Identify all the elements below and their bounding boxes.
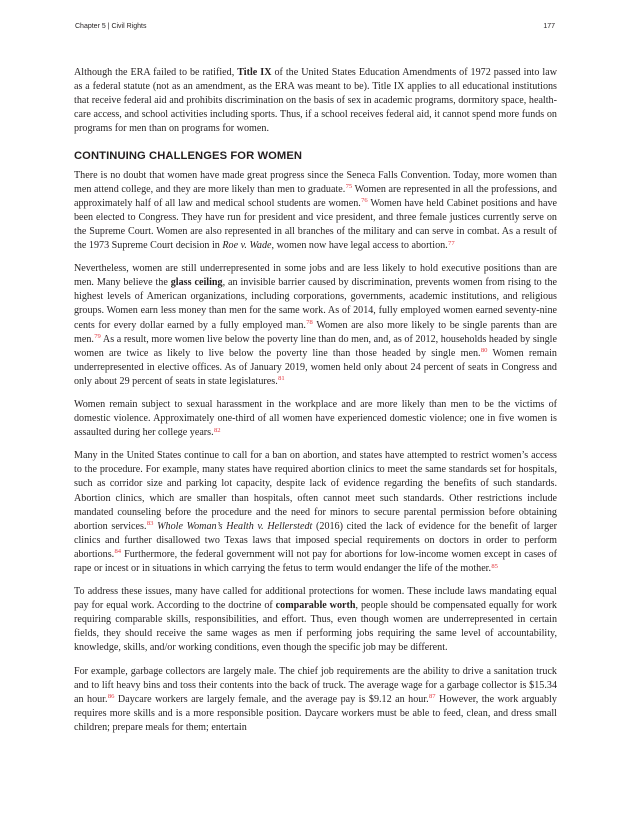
running-header <box>75 23 555 30</box>
footnote-link[interactable]: 78 <box>306 319 313 326</box>
paragraph-progress: There is no doubt that women have made great progress since the Seneca Falls Convention. Today, more women than men attend college, and they are more likely than men to graduate.$^{75}$ Women are represented in all the professions, and approximately half of all law and medical school students are women.$^{76}$ Women have held Cabinet positions and have been elected to Congress. They have run for president and vice president, and three female justices currently serve on the Supreme Court. Women are also represented in all branches of the military and can serve in combat. As a result of the 1973 Supreme Court decision in Roe v. Wade, women now have legal access to abortion.$^{77}$ <box>74 169 557 252</box>
footnote-link[interactable]: 83 <box>146 520 154 528</box>
footnote-link[interactable]: 77 <box>448 239 455 247</box>
paragraph-abortion: Many in the United States continue to call for a ban on abortion, and states have attempted to restrict women’s access to the procedure. For example, many states have required abortion clinics to meet the same standards set for hospitals, such as corridor size and parking lot capacity, despite lack of evidence regarding the benefits of such standards. Abortion clinics, which are smaller than hospitals, often cannot meet such standards. Other restrictions include mandated counseling before the procedure and the need for minors to secure parental permission before obtaining abortion services.$^{83}$ Whole Woman’s Health v. Hellerstedt (2016) cited the lack of evidence for the benefit of larger clinics and further disallowed two Texas laws that imposed special requirements on doctors in order to perform abortions.$^{84}$ Furthermore, the federal government will not pay for abortions for low-income women except in cases of rape or incest or in situations in which carrying the fetus to term would endanger the life of the mother.$^{85}$ <box>74 450 557 574</box>
paragraph-underrepresentation: Nevertheless, women are still underrepresented in some jobs and are less likely to hold executive positions than are men. Many believe the glass ceiling, an invisible barrier caused by discrimination, prevents women from rising to the highest levels of American organizations, including corporations, governments, academic institutions, and religious groups. Women earn less money than men for the same work. As of 2014, fully employed women earned seventy-nine cents for every dollar earned by a fully employed man.$^{78}$ Women are also more likely to be single parents than are men.$^{79}$ As a result, more women live below the poverty line than do men, and, as of 2012, households headed by single women are twice as likely to live below the poverty line than those headed by single men.$^{80}$ Women remain underrepresented in elective offices. As of January 2019, women held only about 24 percent of seats in Congress and only about 29 percent of seats in state legislatures.$^{81}$ <box>74 263 557 387</box>
page-number: 177 <box>543 23 555 30</box>
case-name: Whole Woman’s Health v. Hellerstedt <box>153 520 313 532</box>
paragraph-harassment: Women remain subject to sexual harassment in the workplace and are more likely than men to be the victims of domestic violence. Approximately one-third of all women have experienced domestic violence; one in five women is assaulted during her college years.$^{82}$ <box>74 398 557 439</box>
footnote-link[interactable]: 80 <box>480 347 488 355</box>
section-heading: CONTINUING CHALLENGES FOR WOMEN <box>74 150 303 163</box>
chapter-label: Chapter 5 | Civil Rights <box>75 23 147 30</box>
key-term-title-ix: Title IX <box>237 67 272 78</box>
footnote-link[interactable]: 79 <box>94 333 101 341</box>
key-term-glass-ceiling: glass ceiling <box>170 277 223 289</box>
footnote-link[interactable]: 85 <box>491 562 498 570</box>
paragraph-comparable-worth: To address these issues, many have called for additional protections for women. These include laws mandating equal pay for equal work. According to the doctrine of comparable worth, people should be compensated equally for work requiring comparable skills, responsibilities, and effort. Thus, even though women are underrepresented in certain fields, they should receive the same wages as men if performing jobs requiring the same level of accountability, knowledge, skills, and/or working conditions, even though the specific job may be different. <box>74 586 557 654</box>
footnote-link[interactable]: 76 <box>361 197 368 205</box>
paragraph-wage-example: For example, garbage collectors are largely male. The chief job requirements are the ability to drive a sanitation truck and to lift heavy bins and toss their contents into the back of truck. The average wage for a garbage collector is $15.34 an hour.$^{86}$ Daycare workers are largely female, and the average pay is $9.12 an hour.$^{87}$ However, the work arguably requires more skills and is a more responsible position. Daycare workers must be able to feed, clean, and dress small children; prepare meals for them; entertain <box>74 665 557 733</box>
footnote-link[interactable]: 84 <box>114 548 122 556</box>
footnote-link[interactable]: 75 <box>345 183 353 191</box>
key-term-comparable-worth: comparable worth <box>275 600 356 612</box>
footnote-link[interactable]: 86 <box>107 693 115 701</box>
paragraph-title-ix: Although the ERA failed to be ratified, Title IX of the United States Education Amendments of 1972 passed into law as a federal statute (not as an amendment, as the ERA was meant to be). Title IX applies to all educational institutions that receive federal aid and prohibits discrimination on the basis of sex in academic programs, dormitory space, health-care access, and school activities including sports. Thus, if a school receives federal aid, it cannot spend more funds on programs for men than on programs for women. <box>74 67 557 135</box>
case-name: Roe v. Wade <box>222 240 272 252</box>
footnote-link[interactable]: 87 <box>428 693 436 701</box>
main-content <box>74 66 557 735</box>
footnote-link[interactable]: 81 <box>278 375 285 383</box>
footnote-link[interactable]: 82 <box>213 426 221 434</box>
